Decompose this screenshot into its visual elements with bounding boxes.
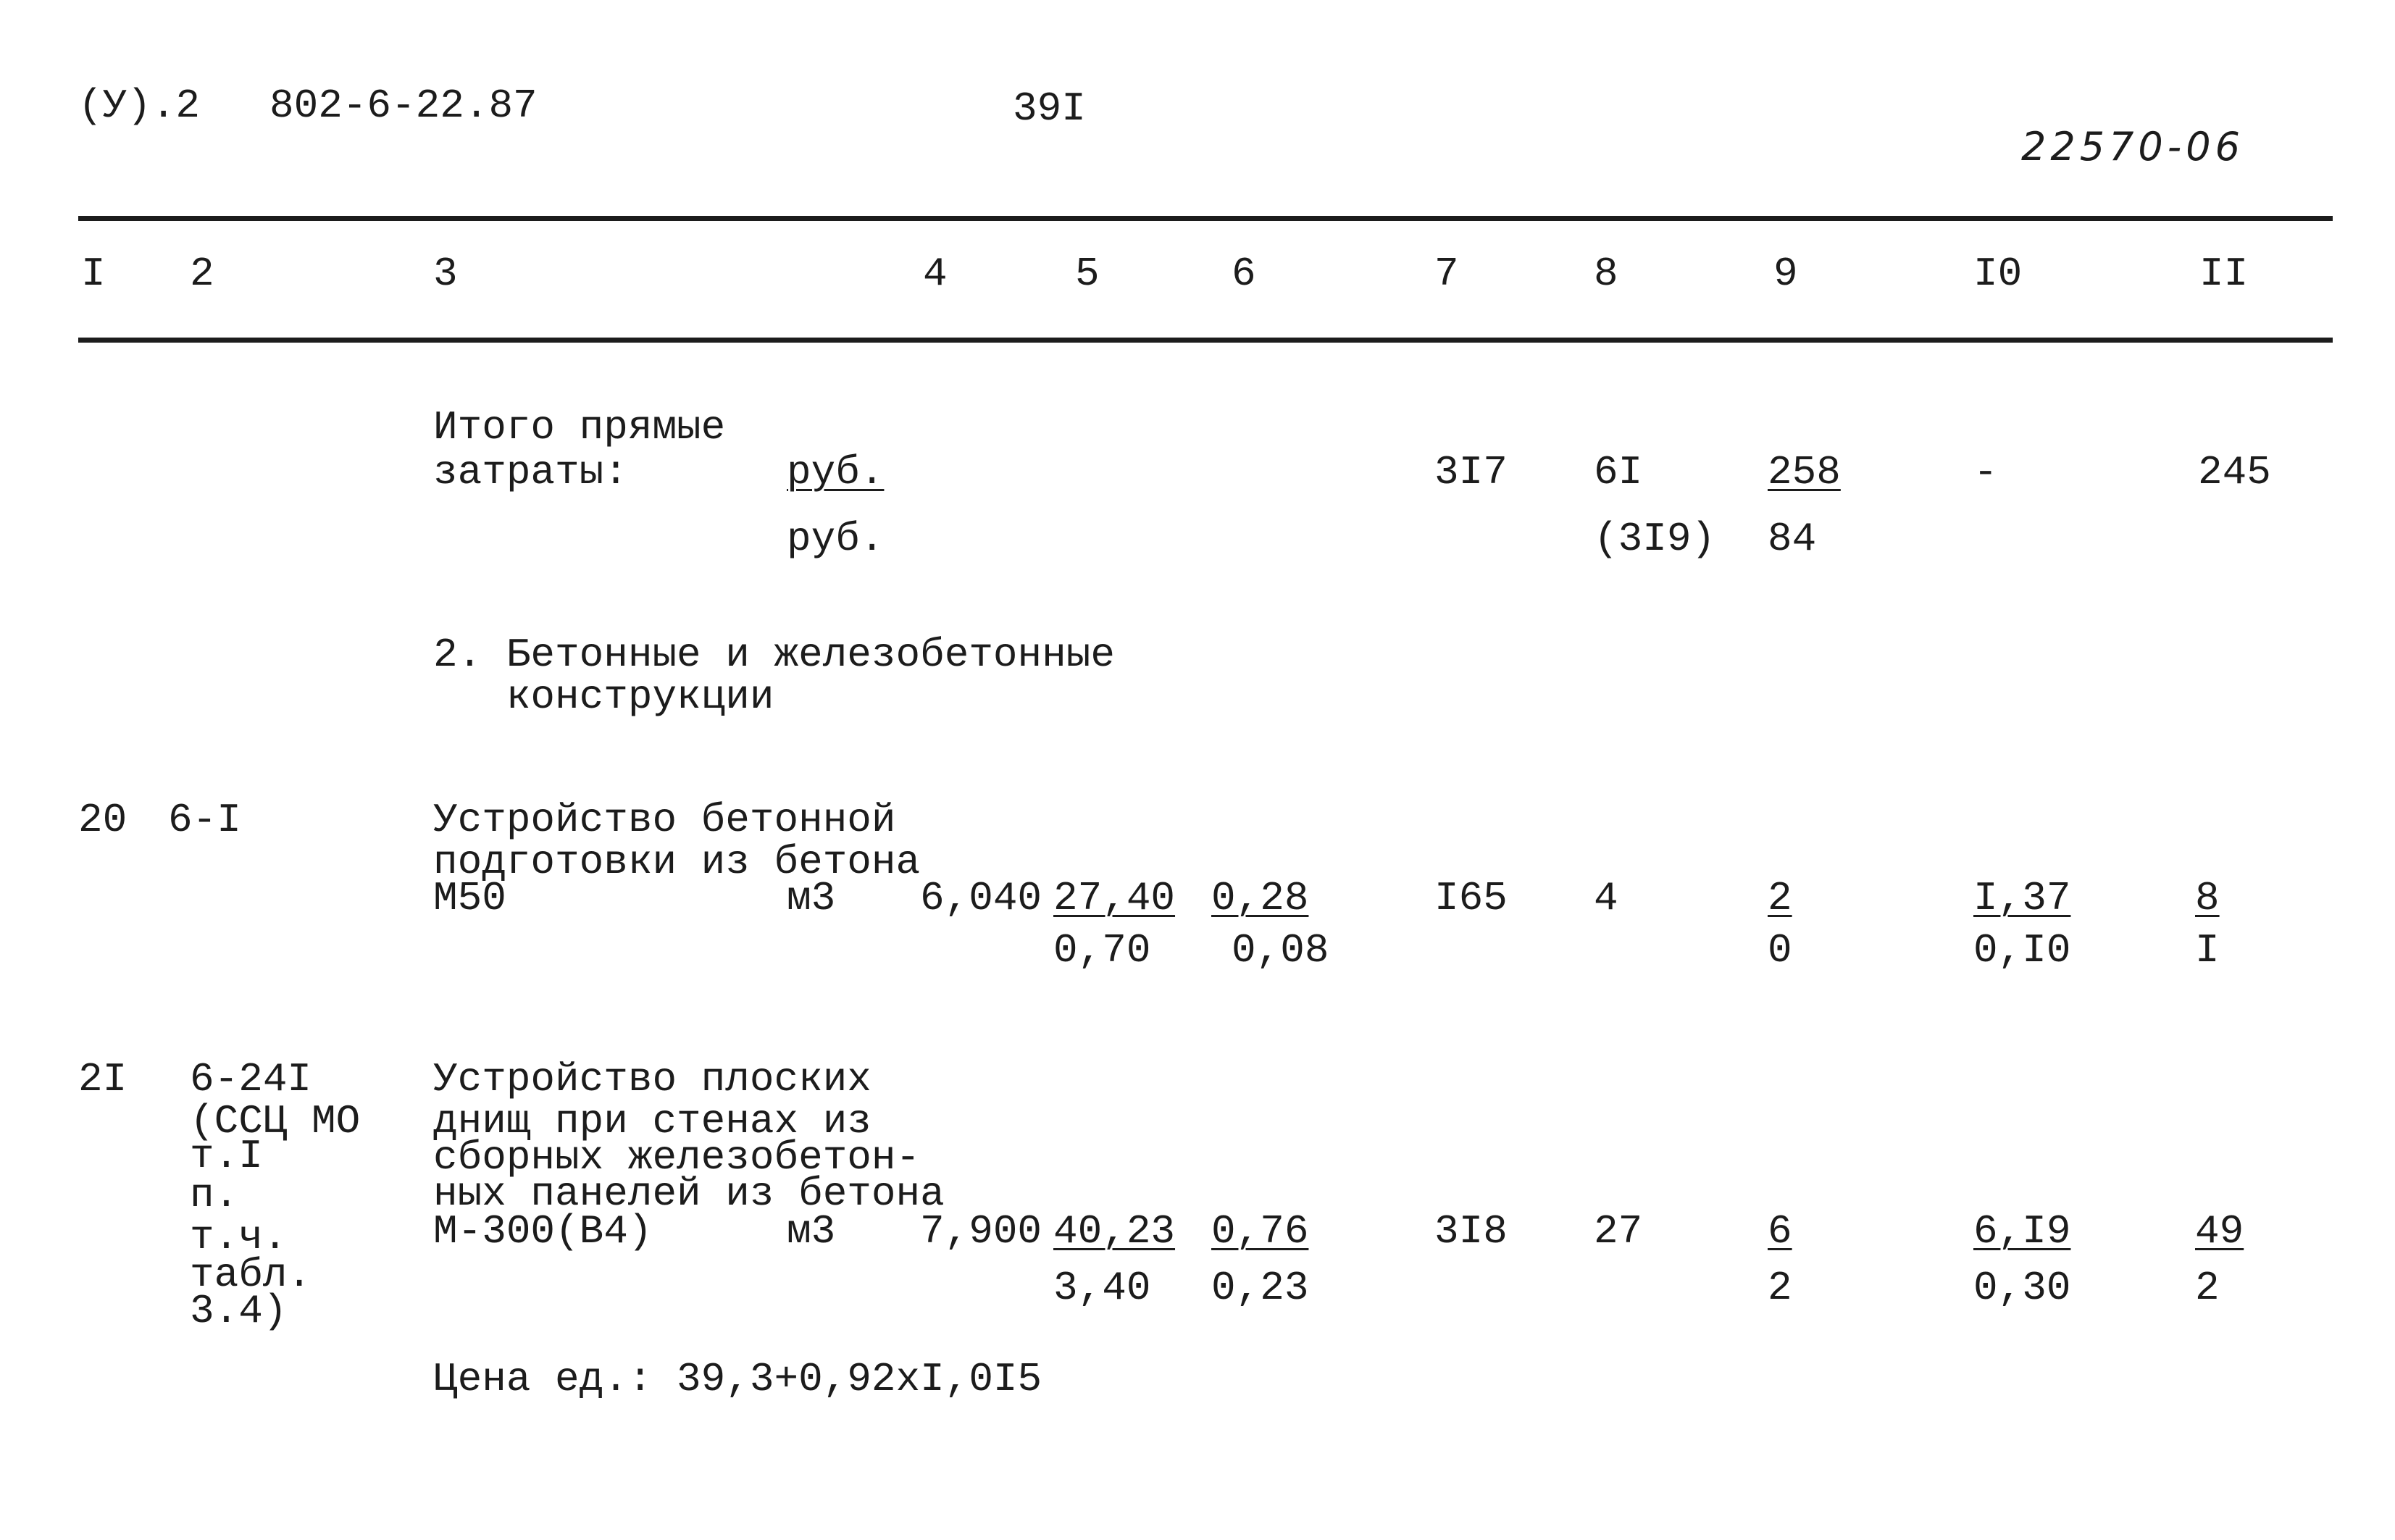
row-number: 20 bbox=[78, 797, 128, 843]
column-number: 3 bbox=[433, 251, 458, 297]
row-col10-bottom: 0,30 bbox=[1973, 1265, 2071, 1311]
row-code-line: (ССЦ МО bbox=[190, 1098, 361, 1144]
row-code-line: табл. bbox=[190, 1252, 312, 1298]
row-code-line: т.ч. bbox=[190, 1214, 288, 1260]
row-col5-top: 27,40 bbox=[1053, 875, 1176, 921]
row-col6-bottom: 0,23 bbox=[1211, 1265, 1309, 1311]
column-number: 2 bbox=[190, 251, 214, 297]
totals-col7: 3I7 bbox=[1434, 449, 1508, 495]
totals-col11: 245 bbox=[2198, 449, 2271, 495]
row-col8: 27 bbox=[1594, 1208, 1643, 1255]
row-description-line: М50 bbox=[433, 875, 506, 921]
table-top-rule bbox=[78, 216, 2333, 221]
row-col10-top: I,37 bbox=[1973, 875, 2071, 921]
row-unit: м3 bbox=[787, 1208, 836, 1255]
row-col8: 4 bbox=[1594, 875, 1618, 921]
totals-col8-bottom: (3I9) bbox=[1594, 516, 1716, 562]
row-code-line: т.I bbox=[190, 1133, 263, 1179]
row-col5-bottom: 0,70 bbox=[1053, 927, 1151, 974]
column-number: 8 bbox=[1594, 251, 1618, 297]
row-code: 6-I bbox=[168, 797, 241, 843]
row-col10-bottom: 0,I0 bbox=[1973, 927, 2071, 974]
row-description-line: М-300(В4) bbox=[433, 1208, 653, 1255]
document-code: 802-6-22.87 bbox=[269, 83, 538, 129]
row-code-line: 3.4) bbox=[190, 1288, 288, 1334]
column-number: I bbox=[81, 251, 106, 297]
column-number: 7 bbox=[1434, 251, 1459, 297]
row-col9-bottom: 0 bbox=[1768, 927, 1792, 974]
column-number: II bbox=[2199, 251, 2249, 297]
totals-label-line1: Итого прямые bbox=[433, 404, 726, 451]
row-col10-top: 6,I9 bbox=[1973, 1208, 2071, 1255]
row-col5-top: 40,23 bbox=[1053, 1208, 1176, 1255]
row-quantity: 6,040 bbox=[920, 875, 1042, 921]
row-col6-bottom: 0,08 bbox=[1232, 927, 1329, 974]
column-number: 5 bbox=[1075, 251, 1100, 297]
row-col11-bottom: 2 bbox=[2195, 1265, 2220, 1311]
row-description-line: днищ при стенах из bbox=[433, 1098, 872, 1144]
row-col11-bottom: I bbox=[2195, 927, 2220, 974]
row-col7: 3I8 bbox=[1434, 1208, 1508, 1255]
row-description-line: Устройство бетонной bbox=[433, 797, 896, 843]
column-number: 4 bbox=[923, 251, 948, 297]
totals-col9-bottom: 84 bbox=[1768, 516, 1817, 562]
page-number: 39I bbox=[1013, 85, 1086, 132]
row-description-line: сборных железобетон- bbox=[433, 1134, 921, 1181]
totals-col8-top: 6I bbox=[1594, 449, 1643, 495]
row-col11-top: 8 bbox=[2195, 875, 2220, 921]
row-col6-top: 0,76 bbox=[1211, 1208, 1309, 1255]
row-col6-top: 0,28 bbox=[1211, 875, 1309, 921]
row-col9-top: 6 bbox=[1768, 1208, 1792, 1255]
totals-label-line2: затраты: bbox=[433, 449, 628, 495]
row-description-line: подготовки из бетона bbox=[433, 839, 921, 885]
row-col9-top: 2 bbox=[1768, 875, 1792, 921]
table-header-bottom-rule bbox=[78, 338, 2333, 343]
totals-col9-top: 258 bbox=[1768, 449, 1841, 495]
column-number: 9 bbox=[1773, 251, 1798, 297]
handwritten-stamp: 22570-06 bbox=[2021, 124, 2244, 170]
totals-unit-top: руб. bbox=[787, 449, 885, 495]
row-col7: I65 bbox=[1434, 875, 1508, 921]
series-label: (У).2 bbox=[78, 83, 201, 129]
section-heading-line2: конструкции bbox=[433, 674, 774, 720]
row-col9-bottom: 2 bbox=[1768, 1265, 1792, 1311]
row-code-line: п. bbox=[190, 1172, 239, 1218]
totals-unit-bottom: руб. bbox=[787, 516, 885, 562]
section-heading-line1: 2. Бетонные и железобетонные bbox=[433, 632, 1115, 678]
row-col5-bottom: 3,40 bbox=[1053, 1265, 1151, 1311]
row-col11-top: 49 bbox=[2195, 1208, 2244, 1255]
row-description-line: Устройство плоских bbox=[433, 1056, 872, 1102]
row-number: 2I bbox=[78, 1056, 128, 1102]
unit-price-note: Цена ед.: 39,3+0,92хI,0I5 bbox=[433, 1356, 1042, 1402]
row-code-line: 6-24I bbox=[190, 1056, 312, 1102]
row-unit: м3 bbox=[787, 875, 836, 921]
row-quantity: 7,900 bbox=[920, 1208, 1042, 1255]
totals-col10: - bbox=[1973, 449, 1998, 495]
column-number: 6 bbox=[1232, 251, 1256, 297]
column-number: I0 bbox=[1973, 251, 2023, 297]
row-description-line: ных панелей из бетона bbox=[433, 1171, 945, 1217]
